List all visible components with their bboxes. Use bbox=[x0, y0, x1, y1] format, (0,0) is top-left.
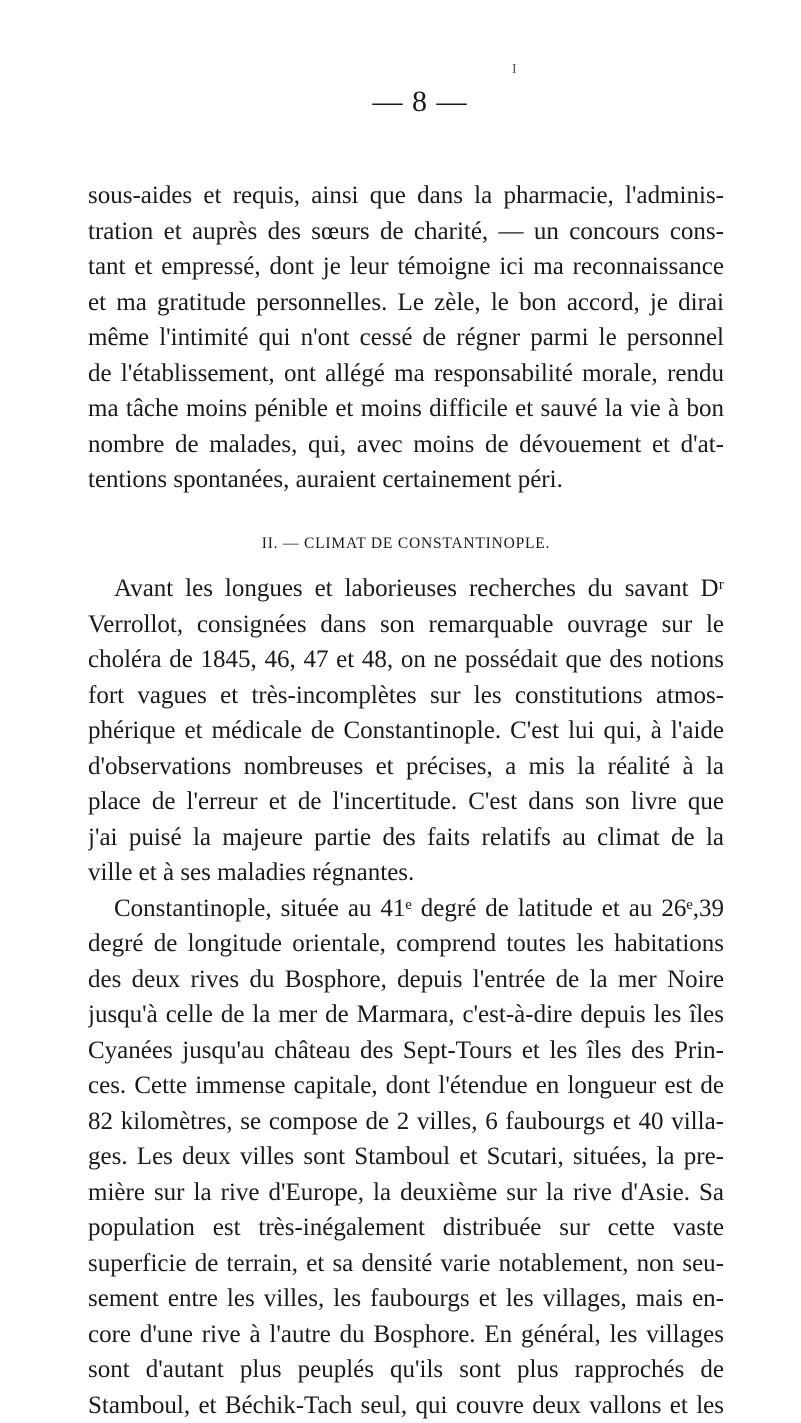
text-line: même l'intimité qui n'ont cessé de régner parmi le personnel bbox=[88, 320, 724, 356]
text-line: Cyanées jusqu'au château des Sept-Tours et les îles des Prin- bbox=[88, 1033, 724, 1069]
text-line: sement entre les villes, les faubourgs et les villages, mais en- bbox=[88, 1281, 724, 1317]
text-line: des deux rives du Bosphore, depuis l'entrée de la mer Noire bbox=[88, 962, 724, 998]
text-line: ville et à ses maladies régnantes. bbox=[88, 855, 724, 891]
text-line: ges. Les deux villes sont Stamboul et Scutari, situées, la pre- bbox=[88, 1139, 724, 1175]
text-line: mière sur la rive d'Europe, la deuxième sur la rive d'Asie. Sa bbox=[88, 1175, 724, 1211]
text-line: d'observations nombreuses et précises, a mis la réalité à la bbox=[88, 749, 724, 785]
text-line: Verrollot, consignées dans son remarquable ouvrage sur le bbox=[88, 607, 724, 643]
text-line: de l'établissement, ont allégé ma responsabilité morale, rendu bbox=[88, 356, 724, 392]
text-line: choléra de 1845, 46, 47 et 48, on ne possédait que des notions bbox=[88, 642, 724, 678]
text-line: jusqu'à celle de la mer de Marmara, c'est-à-dire depuis les îles bbox=[88, 997, 724, 1033]
text-line: place de l'erreur et de l'incertitude. C'est dans son livre que bbox=[88, 784, 724, 820]
text-line: superficie de terrain, et sa densité varie notablement, non seu- bbox=[88, 1246, 724, 1282]
text-line: ma tâche moins pénible et moins difficile et sauvé la vie à bon bbox=[88, 391, 724, 427]
text-line: j'ai puisé la majeure partie des faits relatifs au climat de la bbox=[88, 820, 724, 856]
text-line: Avant les longues et laborieuses recherches du savant Dʳ bbox=[88, 571, 724, 607]
page-number: — 8 — bbox=[360, 85, 480, 119]
paragraph-2 bbox=[88, 571, 724, 1423]
text-line: population est très-inégalement distribuée sur cette vaste bbox=[88, 1210, 724, 1246]
text-line: et ma gratitude personnelles. Le zèle, le bon accord, je dirai bbox=[88, 285, 724, 321]
text-line: ces. Cette immense capitale, dont l'étendue en longueur est de bbox=[88, 1068, 724, 1104]
text-line: tration et auprès des sœurs de charité, — un concours cons- bbox=[88, 214, 724, 250]
page-mark: I bbox=[512, 62, 517, 78]
section-heading: II. — CLIMAT DE CONSTANTINOPLE. bbox=[88, 535, 724, 553]
text-line: tant et empressé, dont je leur témoigne ici ma reconnaissance bbox=[88, 249, 724, 285]
text-line: sont d'autant plus peuplés qu'ils sont plus rapprochés de bbox=[88, 1352, 724, 1388]
text-line: 82 kilomètres, se compose de 2 villes, 6 faubourgs et 40 villa- bbox=[88, 1104, 724, 1140]
text-line: core d'une rive à l'autre du Bosphore. En général, les villages bbox=[88, 1317, 724, 1353]
text-line: degré de longitude orientale, comprend toutes les habitations bbox=[88, 926, 724, 962]
text-line: phérique et médicale de Constantinople. C'est lui qui, à l'aide bbox=[88, 713, 724, 749]
text-line: sous-aides et requis, ainsi que dans la pharmacie, l'adminis- bbox=[88, 178, 724, 214]
paragraph-1 bbox=[88, 178, 724, 498]
text-line: Stamboul, et Béchik-Tach seul, qui couvre deux vallons et les bbox=[88, 1388, 724, 1423]
text-line: fort vagues et très-incomplètes sur les constitutions atmos- bbox=[88, 678, 724, 714]
text-line: tentions spontanées, auraient certainement péri. bbox=[88, 462, 724, 498]
text-line: nombre de malades, qui, avec moins de dévouement et d'at- bbox=[88, 427, 724, 463]
text-line: Constantinople, située au 41ᵉ degré de latitude et au 26ᵉ,39 bbox=[88, 891, 724, 927]
